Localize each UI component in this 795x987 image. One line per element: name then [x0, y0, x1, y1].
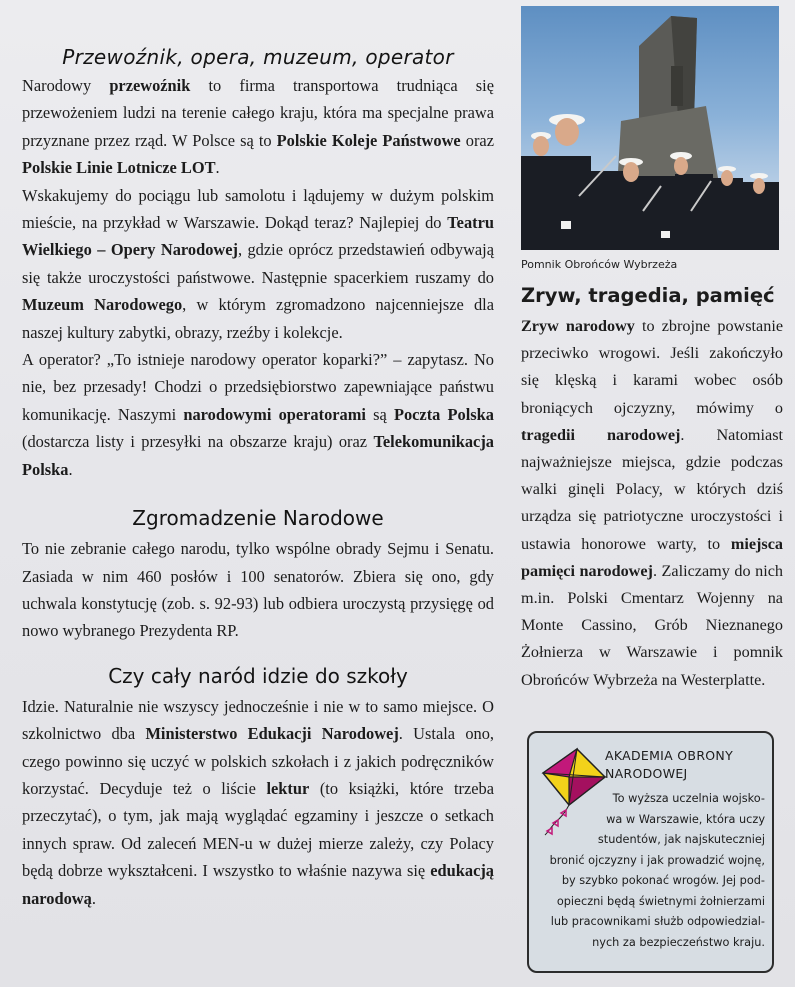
paragraph-przewoznik: Narodowy przewoźnik to firma transportowa trudniąca się przewożeniem ludzi na terenie całego kraju, która ma specjalne prawa przyznane przez rząd. W Polsce są to Polskie Koleje Państwowe oraz Polskie Linie Lotnicze LOT. [22, 76, 494, 178]
right-column [521, 6, 783, 694]
akademia-info-box [527, 731, 774, 973]
left-column [22, 42, 494, 912]
section-heading-przewoznik: Przewoźnik, opera, muzeum, operator [62, 45, 454, 69]
paragraph-operator: A operator? „To istnieje narodowy operator koparki?” – zapytasz. No nie, bez przesady! Chodzi o przedsiębiorstwo zapewniające państwu komunikację. Naszymi narodowymi operatorami są Poczta Polska (dostarcza listy i przesyłki na obszarze kraju) oraz Telekomunikacja Polska. [22, 350, 494, 479]
monument-illustration [521, 6, 779, 250]
akademia-title: AKADEMIA OBRONY NARODOWEJ [605, 748, 734, 781]
paragraph-zgromadzenie: To nie zebranie całego narodu, tylko wspólne obrady Sejmu i Senatu. Zasiada w nim 460 posłów i 100 senatorów. Zbiera się ono, gdy uchwala konstytucję (zob. s. 92-93) lub odbiera uroczystą przysięgę od nowo wybranego Prezydenta RP. [22, 539, 494, 641]
section-heading-szkola: Czy cały naród idzie do szkoły [108, 663, 408, 688]
paragraph-zryw: Zryw narodowy to zbrojne powstanie przeciwko wrogowi. Jeśli zakończyło się klęską i karami wobec osób broniących ojczyzny, mówimy o tragedii narodowej. Natomiast najważniejsze miejsca, gdzie podczas walki ginęli Polacy, w których dziś urządza się patriotyczne uroczystości i ustawia honorowe warty, to miejsca pamięci narodowej. Zaliczamy do nich m.in. Polski Cmentarz Wojenny na Monte Cassino, Grób Nieznanego Żołnierza w Warszawie i pomnik Obrońców Wybrzeża na Westerplatte. [521, 317, 783, 689]
paragraph-szkola: Idzie. Naturalnie nie wszyscy jednocześnie i nie w to samo miejsce. O szkolnictwo dba Ministerstwo Edukacji Narodowej. Ustala ono, czego powinno się uczyć w polskich szkołach i z jakich podręczników korzystać. Decyduje też o liście lektur (to książki, które trzeba przeczytać), o tym, jak mają wyglądać egzaminy i jeszcze o setkach innych spraw. Od zaleceń MEN-u w dużej mierze zależy, czy Polacy będą dobrze wykształceni. I wszystko to właśnie nazywa się edukacją narodową. [22, 696, 495, 908]
monument-photo [521, 6, 779, 250]
akademia-text: To wyższa uczelnia wojsko- wa w Warszawie, która uczy studentów, jak najskuteczniej bronić ojczyzny i jak prowadzić wojnę, by szybko pokonać wrogów. Jej pod- opieczni będą świetnymi żołnierzami lub pracownikami służb odpowiedzial- nych za bezpieczeństwo kraju. [549, 792, 765, 949]
section-heading-zryw: Zryw, tragedia, pamięć [521, 284, 775, 307]
paragraph-opera-muzeum: Wskakujemy do pociągu lub samolotu i lądujemy w dużym polskim mieście, na przykład w Warszawie. Dokąd teraz? Najlepiej do Teatru Wielkiego – Opery Narodowej, gdzie oprócz przedstawień odbywają się także uroczystości państwowe. Następnie spacerkiem ruszamy do Muzeum Narodowego, w którym zgromadzono najcenniejsze dla naszej kultury zabytki, obrazy, rzeźby i kolekcje. [22, 185, 495, 342]
section-heading-zgromadzenie: Zgromadzenie Narodowe [132, 506, 384, 531]
photo-caption: Pomnik Obrońców Wybrzeża [521, 258, 678, 271]
